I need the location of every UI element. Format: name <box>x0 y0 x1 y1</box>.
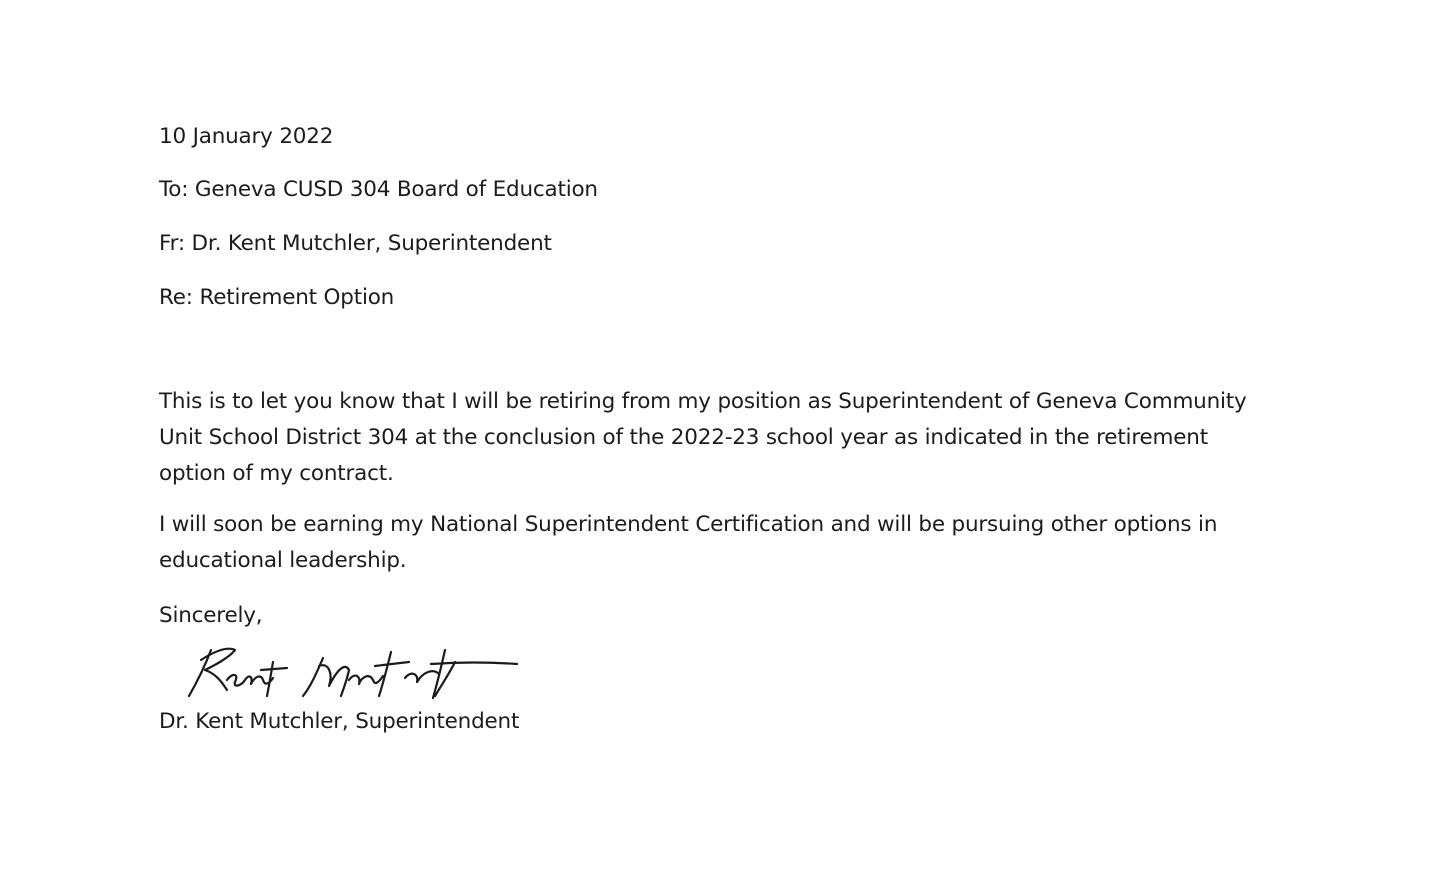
signer-name: Dr. Kent Mutchler, Superintendent <box>159 709 520 734</box>
subject-line: Re: Retirement Option <box>159 285 395 310</box>
closing: Sincerely, <box>159 603 263 628</box>
handwritten-signature <box>183 640 523 704</box>
recipient-line: To: Geneva CUSD 304 Board of Education <box>159 177 598 202</box>
sender-line: Fr: Dr. Kent Mutchler, Superintendent <box>159 231 552 256</box>
body-paragraph: I will soon be earning my National Superintendent Certification and will be pursuing other options in educational leadership. <box>159 512 1218 573</box>
letter-date: 10 January 2022 <box>159 124 334 149</box>
body-paragraph: This is to let you know that I will be retiring from my position as Superintendent of Geneva Community Unit School District 304 at the conclusion of the 2022-23 school year as indicated in the retirement option of my contract. <box>159 389 1247 486</box>
